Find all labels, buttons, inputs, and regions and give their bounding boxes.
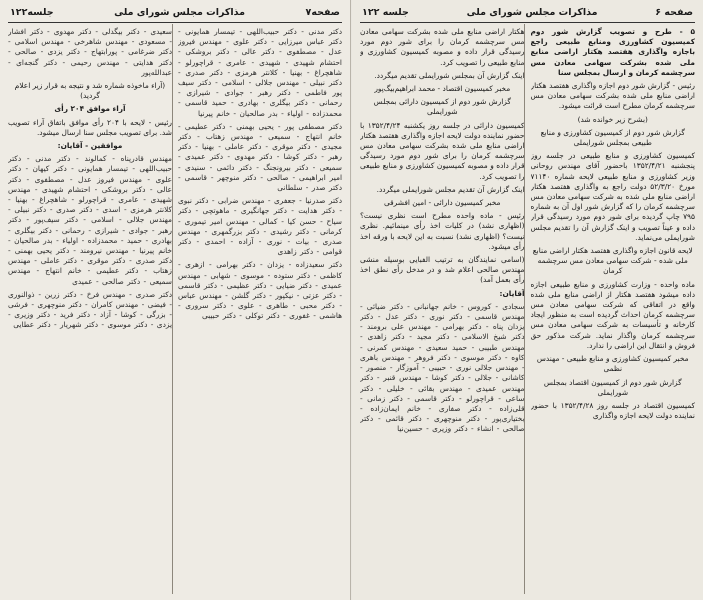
paragraph: لایحه قانون اجازه واگذاری هفتصد هکتار اراضی منابع ملی شده - شرکت سهامی معادن مس سرچشمه کرمان bbox=[532, 246, 693, 276]
column-right bbox=[531, 27, 696, 599]
paragraph: اینک گزارش آن بمجلس شورایملی تقدیم میگردد. bbox=[374, 70, 525, 80]
column-divider bbox=[524, 24, 525, 594]
page-number: صفحه ۶ bbox=[655, 7, 693, 18]
paragraph: کمیسیون کشاورزی و منابع طبیعی در جلسه روز پنجشنبه ۱۳۵۲/۴/۲۱ باحضور آقای مهندس روحانی وزیر کشاورزی و منابع طبیعی لایحه شماره ۷۱۱۴۰ مورخ ۵۲/۳/۲۰ دولت راجع به واگذاری هفتصد هکتار اراضی منابع ملی شده به شرکت سهامی معادن مس سرچشمه کرمان را که گزارش شور اول آن به شماره ۷۹۵ چاپ گردیده برای شور دوم مورد رسیدگی قرار داده و عیناً تصویب و اینک گزارش آن را تقدیم مجلس شورایملی می‌نماید. bbox=[530, 151, 695, 242]
paragraph: مخبر کمیسیون اقتصاد - محمد ابراهیم‌بیگ‌پور bbox=[374, 84, 511, 94]
paragraph: گزارش شور دوم از کمیسیون اقتصاد بمجلس شورایملی bbox=[543, 377, 682, 397]
paragraph: رئیس - ماده واحده مطرح است نظری نیست؟ (اظهاری نشد) در کلیات اخذ رأی مینمائیم. نظری نیست؟ (اظهاری نشد) نسبت به این لایحه با ورقه اخذ رأی میشود. bbox=[360, 211, 525, 251]
text-columns bbox=[360, 27, 695, 599]
page-header bbox=[8, 6, 342, 23]
paragraph: مخبر کمیسیون کشاورزی و منابع طبیعی - مهندس نظمی bbox=[536, 354, 689, 374]
section-heading: موافقین - آقایان: bbox=[57, 141, 123, 151]
text-columns bbox=[8, 27, 342, 599]
page-seven bbox=[0, 0, 351, 600]
column-right bbox=[178, 27, 342, 599]
column-divider bbox=[172, 24, 173, 594]
paragraph: دکتر مصطفی پور - یحیی بهمنی - دکتر عطیمی - خانم انتهاج - سمیعی - مهندس زهتاب - دکتر مجیدی - دکتر موقری - دکتر عاملی - بهنیا - دکتر رهبر - دکتر کوشا - دکتر مهدوی - دکتر عمیدی - سمیعی - دکتر بیرونجنگ - دکتر دائمی - سنیدی - امیر ابراهیمی - صالحی - دکتر منوچهر - قاسمی - دکتر صدر - سلطانی bbox=[178, 121, 342, 193]
paragraph: (اسامی نمایندگان به ترتیب الفبایی بوسیله منشی مهندس صالحی اعلام شد و در مدخل رأی نطق اخذ رأی بعمل آمد) bbox=[360, 255, 525, 285]
paragraph: مهندس قادرپناه - کمالوند - دکتر مدنی - دکتر حبیب‌اللهی - تیمسار همایونی - دکتر کیهان - دکتر علوی - مهندس فیروز عدل - مصطفوی - دکتر عالی - دکتر بروشکی - احتشام شهیدی - مهندس شهیدی - عامری - قراچورلو - شاهچراغ - بهنیا - کلانتر هرمزی - اسدی - دکتر صدری - دکتر نبیلی - مهندس جلالی - اسلامی - دکتر سیف‌پور - دکتر رهبر - جوادی - شیرازی - رحمانی - دکتر بیگلری - بهادری - حمید - محمدزاده - اولیاء - بدر صالحیان - خانم پیرنیا - مهندس نیرومند - دکتر یحیی بهمنی - دکتر صدری - دکتر موقری - دکتر عاملی - مهندس زهتاب - دکتر عطیمی - خانم انتهاج - مهندس سمیعی - دکتر صالحی - عمیدی bbox=[8, 154, 172, 286]
paragraph: دکتر مدنی - دکتر حبیب‌اللهی - تیمسار همایونی - دکتر عباس میرزایی - دکتر علوی - مهندس فیروز عدل - مصطفوی - دکتر عالی - دکتر بروشکی - احتشام شهیدی - شهیدی - عامری - قراچورلو - شاهچراغ - بهنیا - کلانتر هرمزی - دکتر صدری - دکتر نبیلی - مهندس جلالی - اسلامی - دکتر سیف پور فاطمی - دکتر رهبر - جوادی - شیرازی - رحمانی - دکتر بیگلری - بهادری - حمید قاسمی - محمدزاده - اولیاء - بدر صالحیان - خانم پیرنیا bbox=[178, 27, 342, 118]
page-header bbox=[360, 6, 695, 23]
column-left bbox=[8, 27, 172, 599]
paragraph: ماده واحده - وزارت کشاورزی و منابع طبیعی اجازه داده میشود هفتصد هکتار از اراضی منابع ملی شده واقع در اتفاقی که شرکت سهامی معادن مس سرچشمه کرمان احداث گردیده است به منظور ایجاد کارخانه و تأسیسات به شرکت سهامی معادن مس سرچشمه کرمان واگذار نماید. شرکت مذکور حق فروش و انتقال این اراضی را ندارد. bbox=[530, 279, 695, 350]
paragraph: دکتر صدری - مهندس فرخ - دکتر زرین - ذوالنوری - فیضی - مهندس کامران - دکتر منوچهری - فرشی - بزرگی - کوشا - آزاد - دکتر فرید - دکتر وزیری - یزدی - دکتر موسوی - دکتر شهریار - دکتر عطایی bbox=[8, 289, 172, 330]
paragraph: رئیس - لایحه با ۲۰۴ رأی موافق باتفاق آراء تصویب شد. برای تصویب مجلس سنا ارسال میشود. bbox=[8, 117, 172, 137]
paragraph: کمیسیون اقتصاد در جلسه روز ۱۳۵۲/۴/۲۸ با حضور نماینده دولت لایحه اجازه واگذاری bbox=[530, 400, 695, 421]
paragraph: گزارش شور دوم از کمیسیون کشاورزی و منابع طبیعی بمجلس شورایملی bbox=[540, 127, 685, 148]
vote-count: آراء موافق ۲۰۴ رأی bbox=[54, 104, 126, 114]
session-number: جلسه۱۲۲ bbox=[10, 7, 54, 18]
page-number: صفحه۷ bbox=[305, 7, 340, 18]
publication-title: مذاکرات مجلس شورای ملی bbox=[114, 7, 246, 18]
column-left bbox=[360, 27, 525, 599]
paragraph: گزارش شور دوم از کمیسیون دارائی بمجلس شورایملی bbox=[373, 97, 511, 117]
paragraph: سعیدی - دکتر بیگدلی - دکتر مهدوی - دکتر افشار - مسعودی - مهندس شاهرخی - مهندس اسلامی - دکتر ضرغامی - پورابتهاج - دکتر یزدی - صالحی - دکتر هدایتی - مهندس رحیمی - دکتر گنجه‌ای - عبدالله‌پور bbox=[8, 27, 172, 77]
section-heading: آقایان: bbox=[499, 288, 525, 298]
paragraph: (آراء ماخوذه شماره شد و نتیجه به قرار زیر اعلام گردید) bbox=[14, 81, 166, 101]
paragraph: رئیس - گزارش شور دوم اجازه واگذاری هفتصد هکتار اراضی منابع ملی شده بشرکت سهامی معادن مس سرچشمه کرمان مطرح است قرائت میشود. bbox=[530, 81, 695, 111]
paragraph: مخبر کمیسیون دارائی - امین افشرقی bbox=[383, 198, 501, 208]
paragraph: هکتار اراضی منابع ملی شده بشرکت سهامی معادن مس سرچشمه کرمان را برای شور دوم مورد رسیدگی قرار داده و مصوبه کمیسیون کشاورزی و منابع طبیعی را تصویب کرد. bbox=[360, 27, 525, 67]
paragraph: دکتر سعیدزاده - یزدان - دکتر بهرامی - ازهری - کاظمی - دکتر ستوده - موسوی - شهابی - مهندس عمیدی - دکتر ضیایی - دکتر عظیمی - دکتر قاسمی - دکتر عزتی - نیکپور - دکتر گلشن - مهندس عباس - دکتر محبی - طاهری - علوی - دکتر سروری - هاشمی - غفوری - دکتر توکلی - دکتر حبیبی bbox=[178, 260, 342, 321]
paragraph: اینک گزارش آن تقدیم مجلس شورایملی میگردد. bbox=[376, 184, 525, 194]
section-heading: ۵ - طرح و تصویب گزارش شور دوم کمیسیون کشاورزی ومنابع طبیعی راجع باجازه واگذاری هفتصد هکتار اراضی منابع ملی شده بشرکت سهامی معادن مس سرچشمه کرمان و ارسال بمجلس سنا bbox=[530, 27, 695, 77]
paragraph: (بشرح زیر خوانده شد) bbox=[577, 114, 648, 124]
paragraph: کمیسیون دارائی در جلسه روز یکشنبه ۱۳۵۲/۴/۲۴ با حضور نماینده دولت لایحه اجازه واگذاری هفتصد هکتار اراضی منابع ملی شده بشرکت سهامی معادن مس سرچشمه کرمان را برای شور دوم مورد رسیدگی قرار داده و مصوبه کمیسیون کشاورزی و منابع طبیعی را تصویب کرد. bbox=[360, 120, 525, 181]
session-number: جلسه ۱۲۲ bbox=[362, 7, 409, 18]
paragraph: دکتر صدرنیا - جعفری - مهندس ضرابی - دکتر نبوی - دکتر هدایت - دکتر جهانگیری - ماهوتچی - دکتر سیاح - حسن کیا - کمالی - مهندس امیر تیموری - کرمانی - دکتر رشیدی - دکتر بزرگمهری - مهندس صدری - بیات - نوری - آزاده - احمدی - دکتر قوامی - دکتر زاهدی bbox=[178, 196, 342, 257]
publication-title: مذاکرات مجلس شورای ملی bbox=[466, 7, 598, 18]
paragraph: سجادی - کوروس - خانم جهانبانی - دکتر ضیائی - مهندس قاسمی - دکتر نوری - دکتر عدل - دکتر یزدان پناه - دکتر بهرامی - مهندس علی برومند - دکتر شیخ الاسلامی - دکتر مجید - دکتر زاهدی - مهندس طبیبی - حمید سعیدی - مهندس کمرنی - کاوه - دکتر موسوی - دکتر فروهر - مهندس باهری - مهندس جلالی نوری - حبیبی - آموزگار - منصور - کاشانی - جلالی - دکتر کوشا - مهندس قنبر - دکتر مهندس عمیدی - مهندس بقائی - خلیلی - دکتر ساعی - قراچورلو - دکتر قاسمی - دکتر زمانی - قلی‌زاده - دکتر صفاری - خانم ایمان‌زاده - بختیاری‌پور - دکتر منوچهری - دکتر قائمی - دکتر صالحی - انشاء - دکتر وزیری - حسین‌نیا bbox=[360, 301, 525, 434]
page-six bbox=[352, 0, 703, 600]
